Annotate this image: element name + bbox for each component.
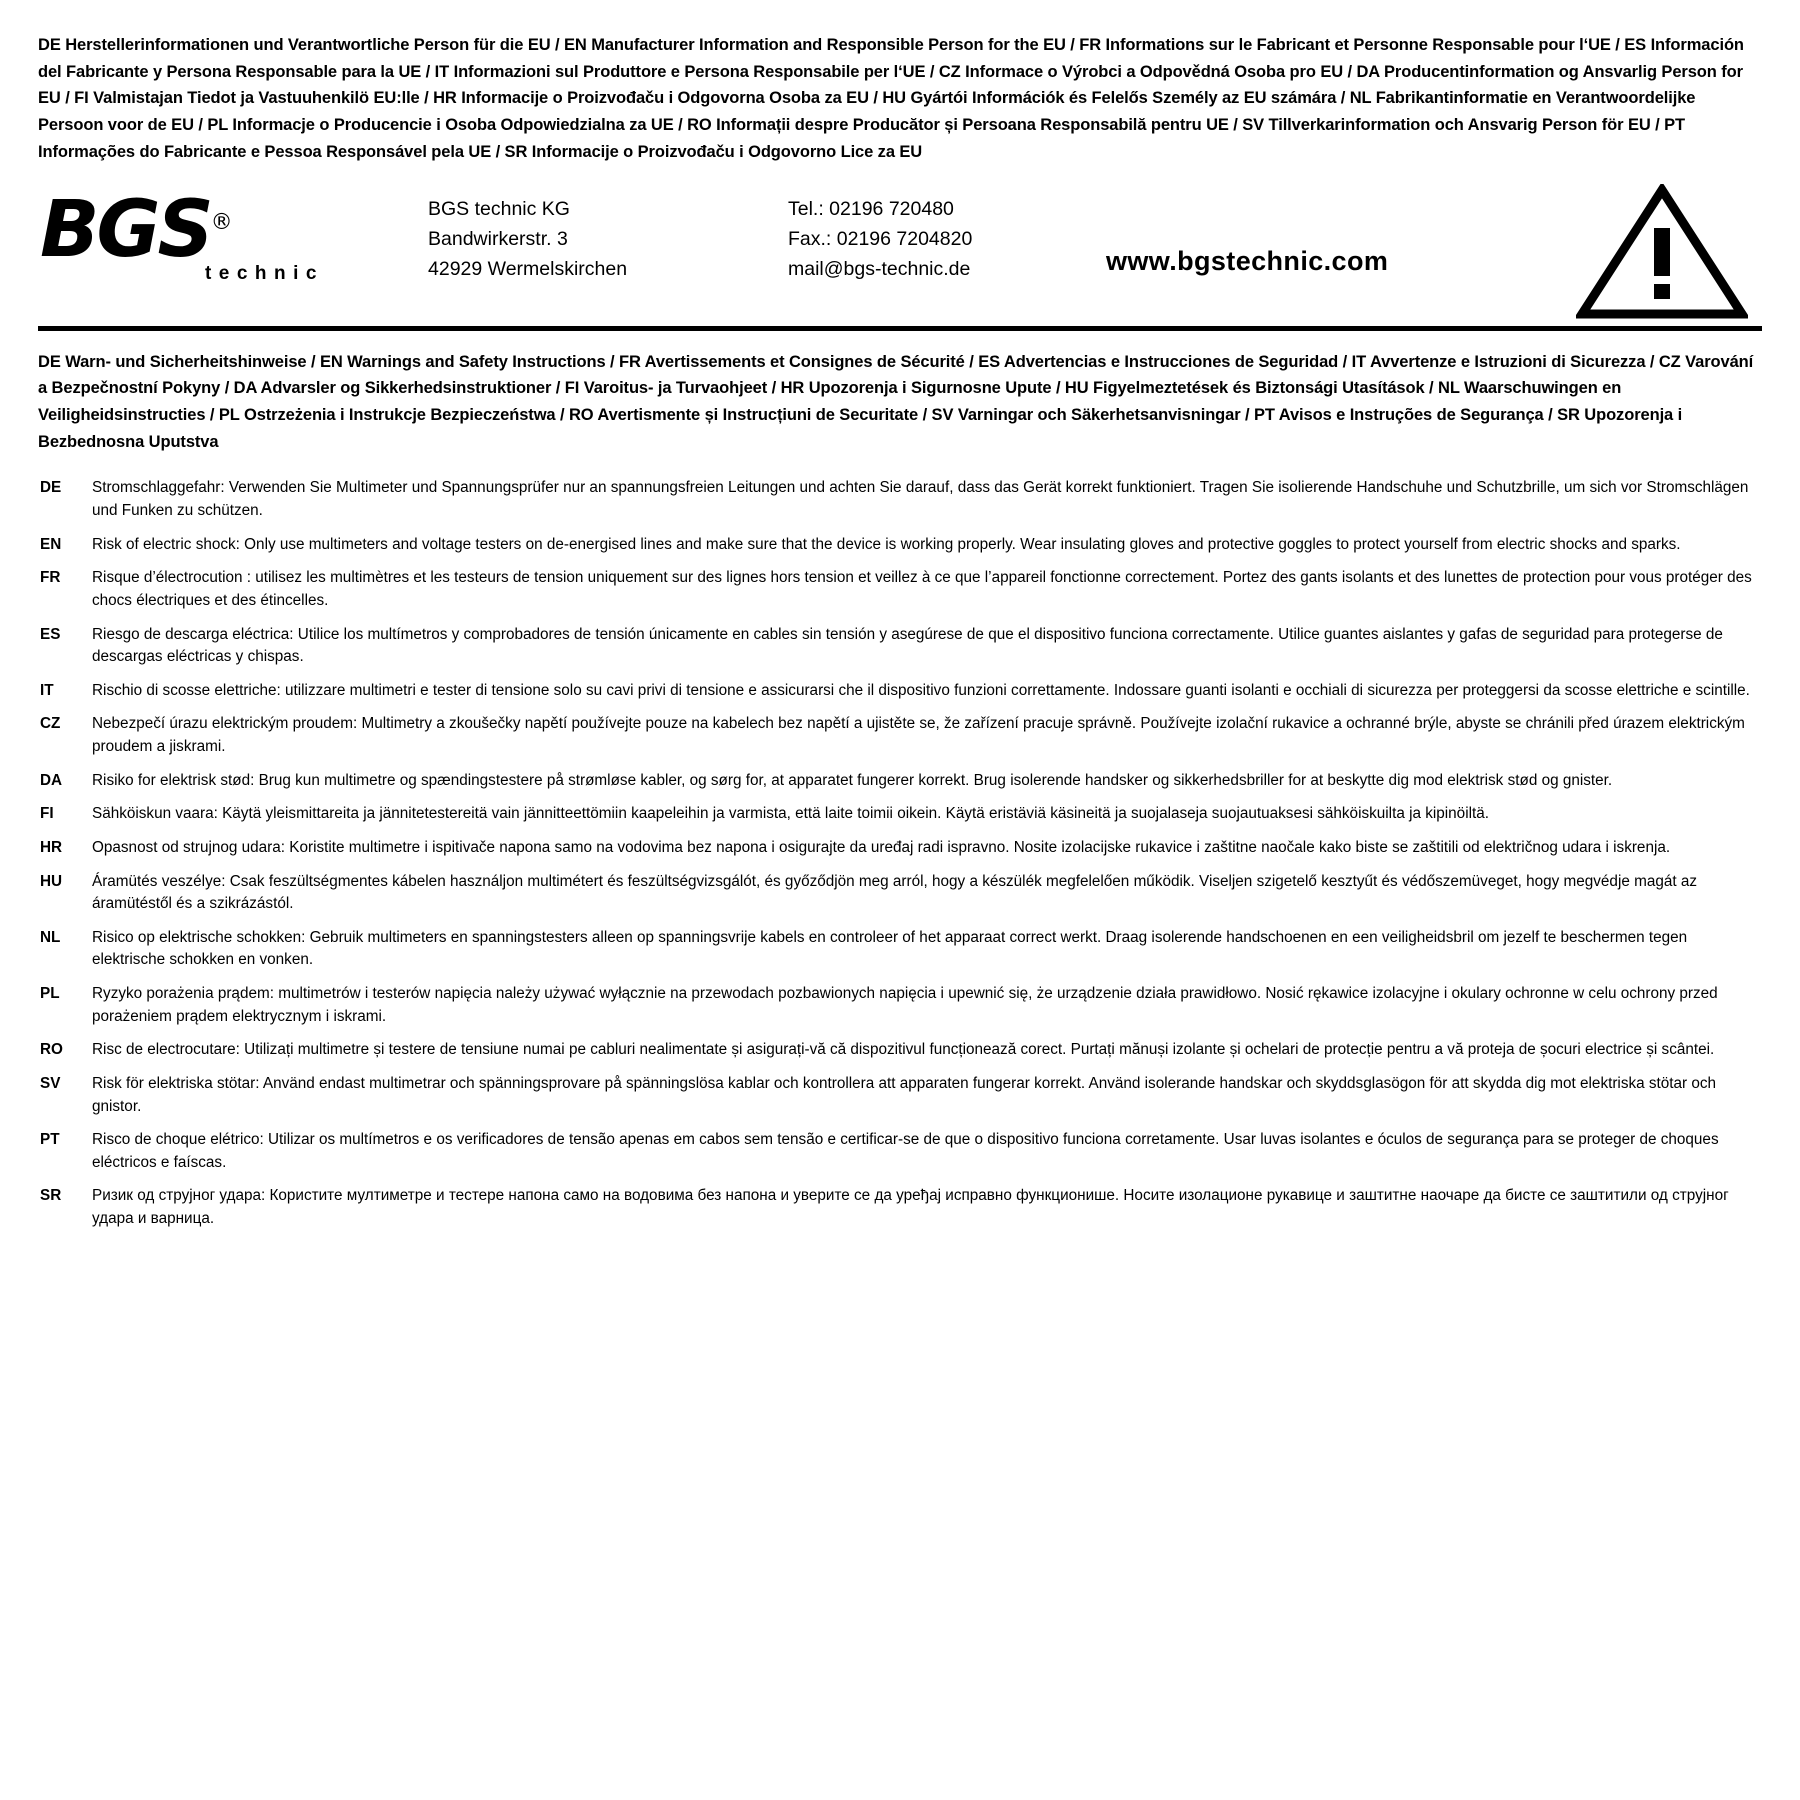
company-info-block [38, 176, 1762, 331]
language-code: SR [40, 1187, 62, 1205]
language-code: HU [40, 872, 63, 890]
safety-section-multilingual-title: DE Warn- und Sicherheitshinweise / EN Warnings and Safety Instructions / FR Avertissements et Consignes de Sécurité / ES Advertencias e Instrucciones de Seguridad / IT Avvertenze e Istruzioni di Sicurezza / CZ Varování a Bezpečnostní Pokyny / DA Advarsler og Sikkerhedsinstruktioner / FI Varoitus- ja Turvaohjeet / HR Upozorenja i Sigurnosne Upute / HU Figyelmeztetések és Biztonsági Utasítások / NL Waarschuwingen en Veiligheidsinstructies / PL Ostrzeżenia i Instrukcje Bezpieczeństwa / RO Avertismente și Instrucțiuni de Securitate / SV Varningar och Säkerhetsanvisningar / PT Avisos e Instruções de Segurança / SR Upozorenja i Bezbednosna Uputstva [38, 352, 1754, 451]
language-code: HR [40, 838, 63, 856]
warning-triangle-icon [1576, 184, 1748, 325]
company-email: mail@bgs-technic.de [788, 258, 971, 281]
list-item [38, 1039, 1762, 1062]
language-code: EN [40, 535, 62, 553]
company-website: www.bgstechnic.com [1106, 245, 1389, 276]
warning-text: Risque d’électrocution : utilisez les multimètres et les testeurs de tension uniquement sur des lignes hors tension et veillez à ce que l’appareil fonctionne correctement. Portez des gants isolants et des lunettes de protection pour vous protéger des chocs électriques et des étincelles. [92, 569, 1752, 609]
warning-text: Riesgo de descarga eléctrica: Utilice los multímetros y comprobadores de tensión únicamente en cables sin tensión y asegúrese de que el dispositivo funciona correctamente. Utilice guantes aislantes y gafas de seguridad para protegerse de descargas eléctricas y chispas. [92, 625, 1723, 666]
company-contact [788, 194, 972, 285]
list-item [38, 680, 1762, 703]
language-code: DA [40, 771, 63, 789]
bgs-logo [40, 184, 330, 302]
warning-text: Áramütés veszélye: Csak feszültségmentes kábelen használjon multimétert és feszültségvizsgálót, és győződjön meg arról, hogy a készülék megfelelően működik. Viseljen szigetelő kesztyűt és védőszemüveget, hogy megvédje magát az áramütéstől és a szikrázástól. [92, 872, 1698, 913]
manufacturer-info-multilingual-title: DE Herstellerinformationen und Verantwortliche Person für die EU / EN Manufacturer Information and Responsible Person for the EU / FR Informations sur le Fabricant et Personne Responsable pour l‘UE / ES Información del Fabricante y Persona Responsable para la UE / IT Informazioni sul Produttore e Persona Responsabile per l‘UE / CZ Informace o Výrobci a Odpovědná Osoba pro EU / DA Producentinformation og Ansvarlig Person for EU / FI Valmistajan Tiedot ja Vastuuhenkilö EU:lle / HR Informacije o Proizvođaču i Odgovorna Osoba za EU / HU Gyártói Információk és Felelős Személy az EU számára / NL Fabrikantinformatie en Verantwoordelijke Persoon voor de EU / PL Informacje o Producencie i Osoba Odpowiedzialna za UE / RO Informații despre Producător și Persoana Responsabilă pentru UE / SV Tillverkarinformation och Ansvarig Person för EU / PT Informações do Fabricante e Pessoa Responsável pela UE / SR Informacije o Proizvođaču i Odgovorno Lice za EU [38, 36, 1744, 161]
language-code: RO [40, 1041, 63, 1059]
warning-text: Ryzyko porażenia prądem: multimetrów i testerów napięcia należy używać wyłącznie na przewodach pozbawionych napięcia i upewnić się, że urządzenie działa prawidłowo. Nosić rękawice izolacyjne i okulary ochronne w celu ochrony przed porażeniem prądem elektrycznym i iskrami. [92, 985, 1718, 1025]
language-code: SV [40, 1074, 61, 1092]
company-city: 42929 Wermelskirchen [428, 258, 628, 281]
list-item [38, 927, 1762, 972]
warning-text: Risc de electrocutare: Utilizați multimetre și testere de tensiune numai pe cabluri nealimentate și asigurați-vă că dispozitivul funcționează corect. Purtați mănuși izolante și ochelari de protecție pentru a vă proteja de șocuri electrice și scântei. [92, 1041, 1715, 1059]
list-item [38, 871, 1762, 916]
language-code: ES [40, 625, 61, 643]
list-item [38, 534, 1762, 557]
language-code: NL [40, 928, 61, 946]
warning-text: Opasnost od strujnog udara: Koristite multimetre i ispitivače napona samo na vodovima bez napona i osigurajte da uređaj radi ispravno. Nosite izolacijske rukavice i zaštitne naočale kako biste se zaštitili od električnog udara i iskrenja. [92, 838, 1671, 856]
company-address [428, 194, 627, 285]
warning-text: Stromschlaggefahr: Verwenden Sie Multimeter und Spannungsprüfer nur an spannungsfreien Leitungen und achten Sie darauf, dass das Gerät korrekt funktioniert. Tragen Sie isolierende Handschuhe und Schutzbrille, um sich vor Stromschlägen und Funken zu schützen. [92, 479, 1749, 520]
warning-text: Risk of electric shock: Only use multimeters and voltage testers on de-energised lines and make sure that the device is working properly. Wear insulating gloves and protective goggles to protect yourself from electric shocks and sparks. [92, 535, 1681, 553]
company-street: Bandwirkerstr. 3 [428, 228, 568, 250]
language-code: PT [40, 1131, 60, 1149]
company-name: BGS technic KG [428, 197, 570, 220]
logo-subtitle: technic [204, 262, 324, 284]
language-code: PL [40, 985, 60, 1003]
list-item [38, 624, 1762, 669]
warning-text: Risk för elektriska stötar: Använd endast multimetrar och spänningsprovare på spänningslösa kablar och kontrollera att apparaten fungerar korrekt. Använd isolerande handskar och skyddsglasögon för att skydda dig mot elektriska stötar och gnistor. [92, 1074, 1717, 1115]
list-item [38, 567, 1762, 612]
language-code: IT [40, 681, 54, 699]
language-code: CZ [40, 715, 61, 733]
list-item [38, 713, 1762, 758]
logo-wordmark-text: BGS [40, 184, 211, 275]
list-item [38, 770, 1762, 793]
language-code: FI [40, 805, 54, 823]
warning-text: Risiko for elektrisk stød: Brug kun multimetre og spændingstestere på strømløse kabler, og sørg for, at apparatet fungerer korrekt. Brug isolerende handsker og sikkerhedsbriller for at beskytte dig mod elektrisk stød og gnister. [92, 771, 1613, 789]
company-telephone: Tel.: 02196 720480 [788, 197, 954, 220]
list-item [38, 1129, 1762, 1174]
list-item [38, 983, 1762, 1028]
warning-text: Risico op elektrische schokken: Gebruik multimeters en spanningstesters alleen op spanningsvrije kabels en controleer of het apparaat correct werkt. Draag isolerende handschoenen en een veiligheidsbril om jezelf te beschermen tegen elektrische schokken en vonken. [92, 928, 1688, 969]
list-item [38, 1073, 1762, 1118]
language-code: DE [40, 479, 62, 497]
list-item [38, 477, 1762, 522]
language-code: FR [40, 569, 61, 587]
registered-trademark-icon: ® [210, 209, 230, 235]
list-item [38, 1185, 1762, 1230]
warning-text: Ризик од струјног удара: Користите мултиметре и тестере напона само на водовима без напона и уверите се да уређај исправно функционише. Носите изолационе рукавице и заштитне наочаре да бисте се заштитили од струјног удара и варница. [92, 1187, 1729, 1228]
warning-text: Risco de choque elétrico: Utilizar os multímetros e os verificadores de tensão apenas em cabos sem tensão e certificar-se de que o dispositivo funciona corretamente. Usar luvas isolantes e óculos de segurança para se proteger de choques eléctricos e faíscas. [92, 1131, 1719, 1171]
warning-text: Sähköiskun vaara: Käytä yleismittareita ja jännitetestereitä vain jännitteettömiin kaapeleihin ja varmista, että laite toimii oikein. Käytä eristäviä käsineitä ja suojalaseja suojautuaksesi sähköiskuilta ja kipinöiltä. [92, 805, 1489, 823]
warnings-list [38, 477, 1762, 1230]
list-item [38, 803, 1762, 826]
warning-text: Nebezpečí úrazu elektrickým proudem: Multimetry a zkoušečky napětí používejte pouze na kabelech bez napětí a ujistěte se, že zařízení pracuje správně. Používejte izolační rukavice a ochranné brýle, abyste se chránili před úrazem elektrickým proudem a jiskrami. [92, 715, 1745, 756]
company-fax: Fax.: 02196 7204820 [788, 228, 973, 250]
warning-text: Rischio di scosse elettriche: utilizzare multimetri e tester di tensione solo su cavi privi di tensione e assicurarsi che il dispositivo funzioni correttamente. Indossare guanti isolanti e occhiali di sicurezza per proteggersi da scosse elettriche e scintille. [92, 681, 1750, 699]
list-item [38, 837, 1762, 860]
